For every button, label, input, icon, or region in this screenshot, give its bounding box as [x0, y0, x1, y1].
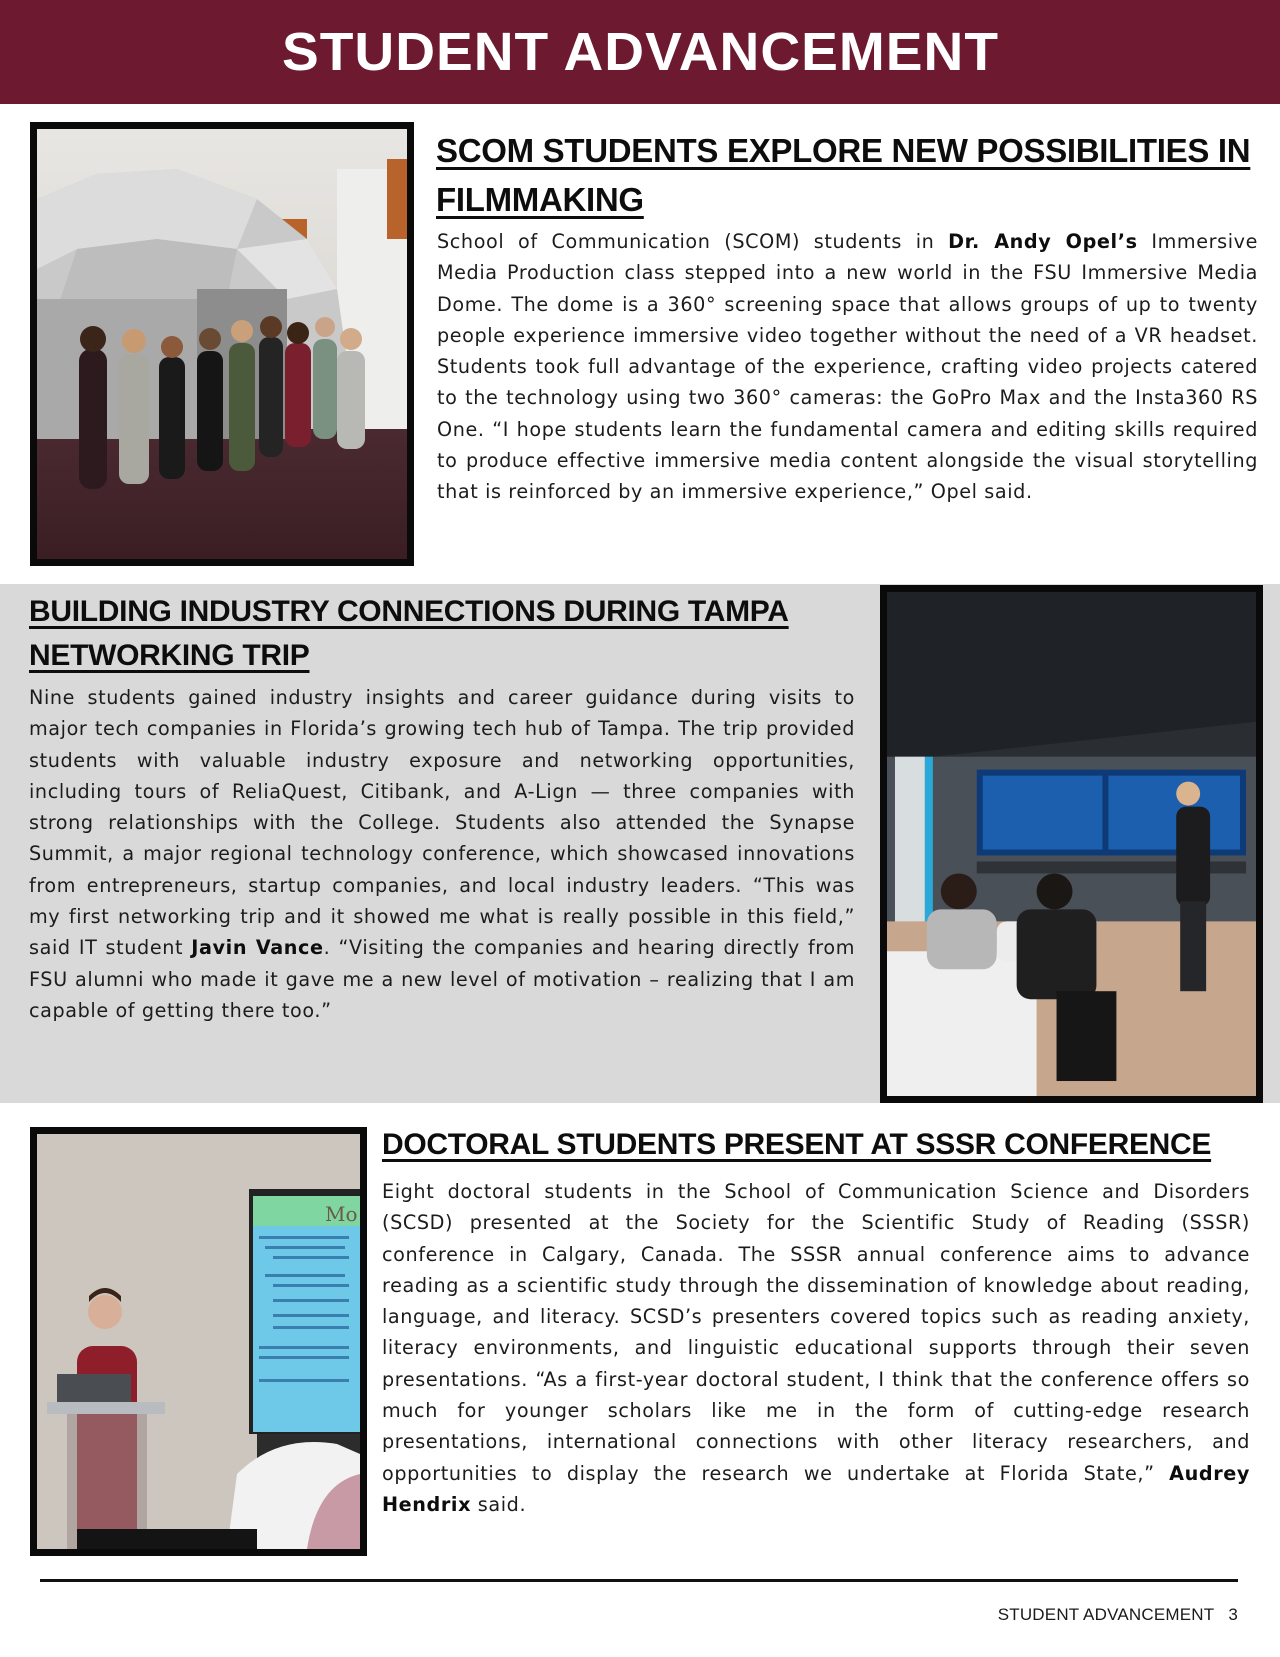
- section-title: STUDENT ADVANCEMENT: [281, 22, 999, 82]
- body-text-segment: Nine students gained industry insights and career guidance during visits to major tech companies in Florida’s growing tech hub of Tampa. The trip provided students with valuable industry exposure and networking opportunities, including tours of ReliaQuest, Citibank, and A-Lign — three companies with strong relationships with the College. Students also attended the Synapse Summit, a major regional technology conference, which showcased innovations from entrepreneurs, startup companies, and local industry leaders. “This was my first networking trip and it showed me what is really possible in this field,” said IT student: [29, 686, 855, 960]
- body-text-segment: School of Communication (SCOM) students in: [437, 230, 949, 253]
- body-text-segment: said.: [471, 1492, 527, 1516]
- body-text-segment: Immersive Media Production class stepped into a new world in the FSU Immersive Media Dome. The dome is a 360° screening space that allows groups of up to twenty people experience immersive video together without the need of a VR headset. Students took full advantage of the experience, crafting video projects catered to the technology using two 360° cameras: the GoPro Max and the Insta360 RS One. “I hope students learn the fundamental camera and editing skills required to produce effective immersive media content alongside the visual storytelling that is reinforced by an immersive experience,” Opel said.: [437, 230, 1258, 504]
- tampa-presentation-photo: [880, 585, 1263, 1103]
- dome-photo-illustration: [37, 129, 407, 559]
- article-headline-sssr: DOCTORAL STUDENTS PRESENT AT SSSR CONFERENCE: [382, 1128, 1212, 1161]
- article-headline-tampa: BUILDING INDUSTRY CONNECTIONS DURING TAMPA NETWORKING TRIP: [29, 595, 789, 672]
- presenter: [1176, 782, 1210, 992]
- person-name-bold: Javin Vance: [191, 936, 324, 960]
- article-body-sssr: [382, 1176, 1250, 1520]
- page-number: 3: [1228, 1605, 1238, 1624]
- footer-divider: [40, 1579, 1238, 1582]
- tampa-photo-illustration: [887, 592, 1256, 1096]
- body-text-segment: Eight doctoral students in the School of Communication Science and Disorders (SCSD) presented at the Society for the Scientific Study of Reading (SSSR) conference in Calgary, Canada. The SSSR annual conference aims to advance reading as a scientific study through the dissemination of knowledge about reading, language, and literacy. SCSD’s presenters covered topics such as reading anxiety, literacy environments, and linguistic educational supports through their seven presentations. “As a first-year doctoral student, I think that the conference offers so much for younger scholars like me in the form of cutting-edge research presentations, international connections with other literacy researchers, and opportunities to display the research we undertake at Florida State,”: [382, 1180, 1250, 1485]
- body-text-segment: . “Visiting the companies and hearing directly from FSU alumni who made it gave me a new level of motivation – realizing that I am capable of getting there too.”: [29, 936, 855, 1022]
- person-name-bold: Dr. Andy Opel’s: [948, 230, 1138, 253]
- dome-group-photo: [30, 122, 414, 566]
- slide-title-text: Mo: [325, 1202, 358, 1226]
- page-footer: [998, 1605, 1238, 1625]
- sssr-photo-illustration: [37, 1134, 360, 1549]
- article-headline-filmmaking: SCOM STUDENTS EXPLORE NEW POSSIBILITIES IN FILMMAKING: [436, 132, 1251, 218]
- section-banner: [0, 0, 1280, 104]
- article-body-filmmaking: [437, 226, 1258, 508]
- person-name-bold: Audrey Hendrix: [382, 1461, 1250, 1516]
- footer-section-label: STUDENT ADVANCEMENT: [997, 1605, 1215, 1624]
- sssr-presentation-photo: [30, 1127, 367, 1556]
- article-body-tampa: [29, 682, 855, 1026]
